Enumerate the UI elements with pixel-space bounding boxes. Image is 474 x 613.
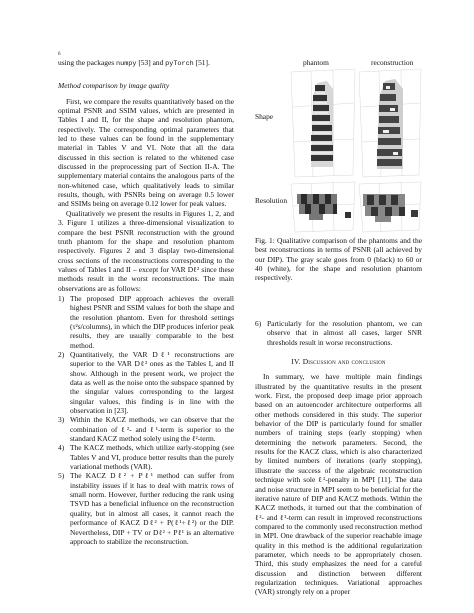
package-numpy: numpy [116, 60, 137, 68]
list-item-number: 3) [58, 415, 65, 425]
list-item-text: Quantitatively, the VAR Dℓ¹ reconstructions are superior to the VAR Dℓ² ones as the Tables I, and II show. Although in the present work, we project the data as well as the noise onto the subspace spanned by the singular values corresponding to the largest singular values, this finding is in line with the observation in [23]. [70, 349, 234, 416]
figure-row-label-resolution: Resolution [255, 196, 288, 205]
list-item [58, 294, 234, 350]
page-number: 6 [58, 52, 61, 57]
shape-phantom-image [291, 69, 355, 177]
observations-list [58, 294, 234, 546]
shape-reconstruction-image [359, 69, 421, 177]
left-column [58, 58, 234, 546]
list-item [58, 443, 234, 471]
list-item-text: The KACZ methods, which utilize early-stopping (see Tables V and VI, produce better results than the purely variational methods (VAR). [70, 443, 234, 472]
paragraph-discussion: In summary, we have multiple main findings illustrated by the quantitative results in the present work. First, the proposed deep image prior approach based on an autoencoder architecture outperforms all other methods considered in this study. The superior behavior of the DIP is particularly found for smaller numbers of training steps (early stopping) when determining the network parameters. Second, the results for the KACZ class, which is also characterized by limited numbers of iterations (early stopping), illustrate the success of the algebraic reconstruction technique with sole ℓ²-penalty in MPI [11]. The data and noise structure in MPI seem to be beneficial for the iterative nature of DIP and KACZ methods. Within the KACZ methods, it turned out that the combination of ℓ²- and ℓ¹-term can result in improved reconstructions compared to the commonly used reconstruction method in MPI. One drawback of the superior reachable image quality in this method is the additional regularization parameter, which needs to be appropriately chosen. Third, this study emphasizes the need for a careful discussion and distinction between different regularization techniques. Variational approaches (VAR) strongly rely on a proper [255, 372, 422, 597]
list-item-number: 6) [255, 319, 262, 328]
observations-list-continued [255, 319, 422, 347]
list-item-text: The KACZ Dℓ² + Pℓ¹ method can suffer from instability issues if it has to deal with matrix rows of small norm. However, further reducing the rank using TSVD has a beneficial influence on the reconstruction quality, but in almost all cases, it cannot reach the performance of KACZ Dℓ² + P(ℓ¹+ℓ²) or the DIP. Nevertheless, DIP + TV or Dℓ² + Pℓ¹ is an alternative approach to stabilize the reconstruction. [70, 471, 234, 546]
figure-1 [255, 58, 423, 266]
intro-line [58, 58, 234, 69]
paragraph-qualitative: Qualitatively we present the results in Figures 1, 2, and 3. Figure 1 utilizes a three-dimensional visualization to compare the best PSNR reconstruction with the ground truth phantom for the shape and resolution phantom respectively. Figures 2 and 3 display two-dimensional cross sections of the reconstructions corresponding to the values of Tables I and II – except for VAR Dℓ² since these methods result in the worst reconstructions. The main observations are as follows: [58, 208, 234, 293]
figure-1-caption: Fig. 1: Qualitative comparison of the phantoms and the best reconstructions in terms of PSNR (all achieved by our DIP). The gray scale goes from 0 (black) to 60 or 40 (white), for the shape and resolution phantom respectively. [255, 236, 422, 283]
list-item [58, 471, 234, 546]
list-item-text: Within the KACZ methods, we can observe that the combination of ℓ²- and ℓ¹-term is superior to the standard KACZ method solely using the ℓ²-term. [70, 415, 234, 444]
resolution-phantom-image [291, 182, 355, 232]
ref-pytorch: [51]. [193, 58, 210, 67]
list-item [58, 350, 234, 415]
paragraph-quantitative: First, we compare the results quantitatively based on the optimal PSNR and SSIM values, which are presented in Tables I and II, for the shape and resolution phantom, respectively. The corresponding optimal parameters that led to these values can be found in the supplementary material in Tables V and VI. Note that all the data discussed in this section is related to the whitened case discussed in the preprocessing part of Section II-A. The supplementary material contains the analogous parts of the non-whitened case, which qualitatively leads to similar results, though, with PSNRs being on average 0.5 lower and SSIMs being on average 0.12 lower for peak values. [58, 96, 234, 209]
list-item-number: 5) [58, 471, 65, 481]
ref-numpy: [53] and [136, 58, 166, 67]
right-column [255, 318, 422, 597]
section-heading-method-comparison: Method comparison by image quality [58, 81, 170, 91]
list-item-number: 2) [58, 349, 65, 359]
figure-panels [289, 67, 423, 235]
figure-col-label-reconstruction: reconstruction [371, 58, 414, 67]
list-item [58, 415, 234, 443]
list-item-number: 4) [58, 443, 65, 453]
section-title-discussion: IV. Discussion and conclusion [291, 357, 386, 367]
package-pytorch: pyTorch [165, 60, 194, 68]
list-item-text: The proposed DIP approach achieves the overall highest PSNR and SSIM values for both the shape and the resolution phantom. Even for threshold settings (τ²s/columns), in which the DIP produces inferior peak results, they are usually comparable to the best method. [70, 293, 234, 350]
figure-col-label-phantom: phantom [303, 58, 329, 67]
intro-text: using the packages [58, 58, 117, 67]
list-item [255, 319, 422, 347]
resolution-reconstruction-image [359, 182, 421, 232]
list-item-number: 1) [58, 293, 65, 303]
list-item-text: Particularly for the resolution phantom, we can observe that in almost all cases, larger SNR thresholds result in worse reconstructions. [267, 319, 422, 347]
figure-row-label-shape: Shape [255, 112, 274, 121]
